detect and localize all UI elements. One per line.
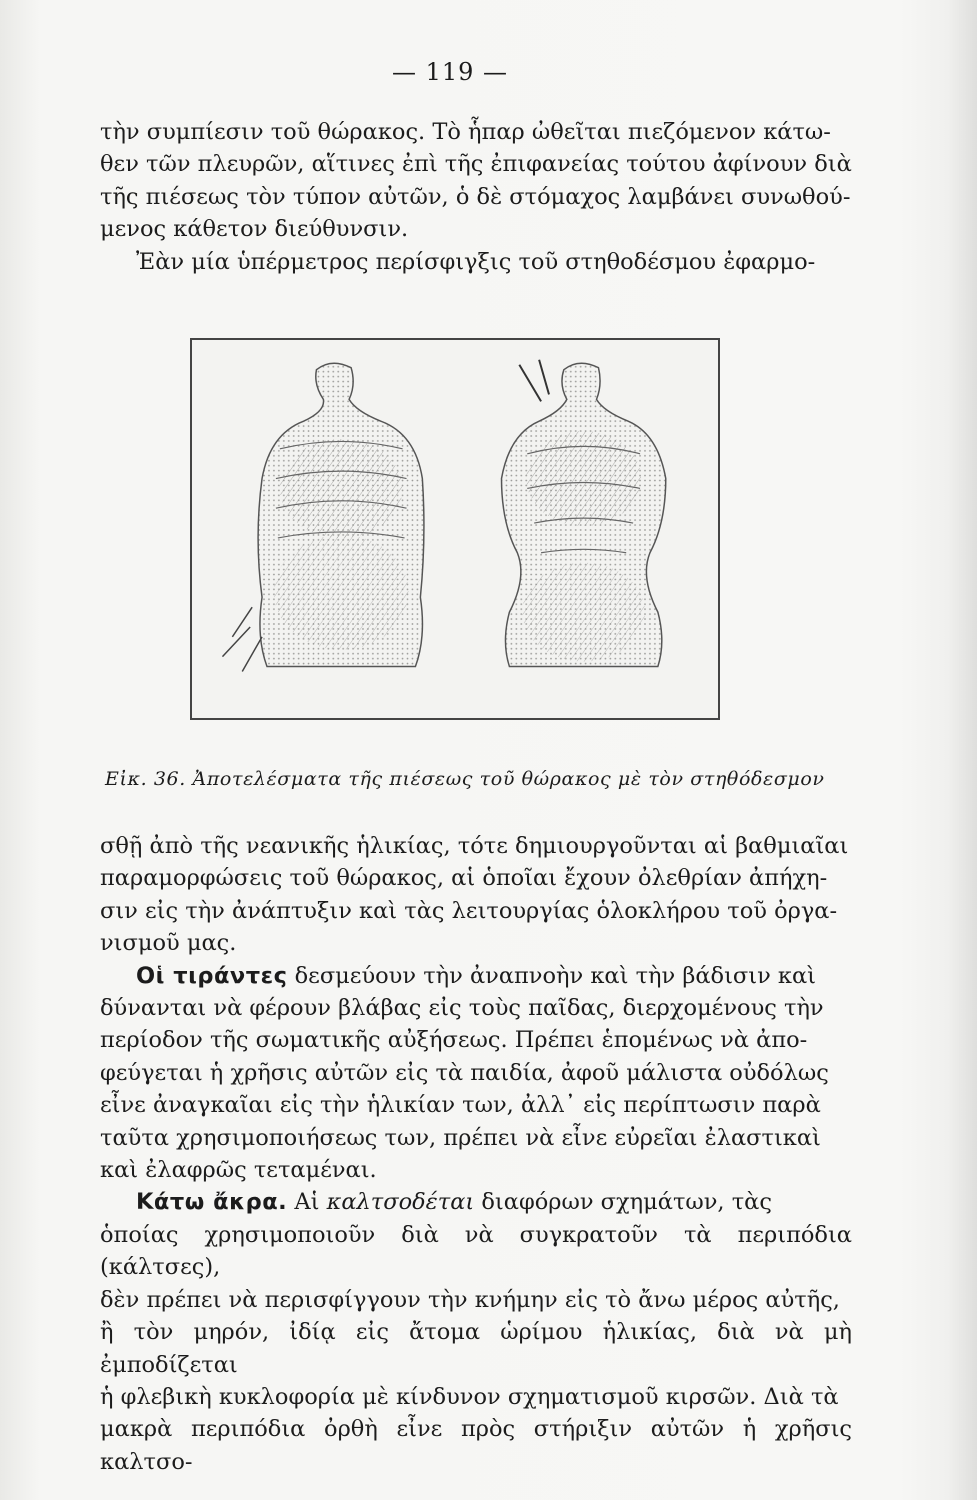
paragraph-5: [100, 1186, 852, 1478]
p5-line-1-pre: Αἱ: [287, 1189, 327, 1216]
p3-line-2: παραμορφώσεις τοῦ θώρακος, αἱ ὁποῖαι ἔχουν ὀλεθρίαν ἀπήχη-: [100, 865, 828, 892]
paragraph-2: [100, 246, 852, 278]
normal-torso: [222, 363, 423, 671]
p5-line-5: ἡ φλεβικὴ κυκλοφορία μὲ κίνδυνον σχηματισμοῦ κιρσῶν. Διὰ τὰ: [100, 1383, 839, 1410]
text-block-bottom: [100, 830, 852, 1478]
p4-lead: Οἱ τιράντες: [136, 962, 288, 989]
paragraph-4: [100, 960, 852, 1187]
p2-line-1: Ἐὰν μία ὑπέρμετρος περίσφιγξις τοῦ στηθοδέσμου ἐφαρμο-: [136, 248, 816, 275]
p3-line-4: νισμοῦ μας.: [100, 930, 237, 957]
p5-line-2: ὁποίας χρησιμοποιοῦν διὰ νὰ συγκρατοῦν τὰ περιπόδια (κάλτσες),: [100, 1221, 852, 1281]
p5-line-1-rest: διαφόρων σχημάτων, τὰς: [474, 1189, 772, 1216]
p1-line-2: θεν τῶν πλευρῶν, αἵτινες ἐπὶ τῆς ἐπιφανείας τούτου ἀφίνουν διὰ: [100, 151, 852, 178]
corseted-torso: [502, 360, 666, 667]
p1-line-3: τῆς πιέσεως τὸν τύπον αὐτῶν, ὁ δὲ στόμαχος λαμβάνει συνωθού-: [100, 183, 851, 210]
figure-caption: Εἰκ. 36. Ἀποτελέσματα τῆς πιέσεως τοῦ θώρακος μὲ τὸν στηθόδεσμον: [105, 768, 825, 790]
p4-line-1: δεσμεύουν τὴν ἀναπνοὴν καὶ τὴν βάδισιν καὶ: [287, 962, 816, 989]
p4-line-2: δύνανται νὰ φέρουν βλάβας εἰς τοὺς παῖδας, διερχομένους τὴν: [100, 995, 824, 1022]
p4-line-7: καὶ ἐλαφρῶς τεταμέναι.: [100, 1157, 377, 1184]
figure-corset-illustration: [190, 338, 720, 720]
p4-line-6: ταῦτα χρησιμοποιήσεως των, πρέπει νὰ εἶνε εὐρεῖαι ἐλαστικαὶ: [100, 1124, 821, 1151]
torso-illustration: [192, 340, 718, 718]
spine-shadow: [947, 0, 977, 1500]
p4-line-4: φεύγεται ἡ χρῆσις αὐτῶν εἰς τὰ παιδία, ἀφοῦ μάλιστα οὐδόλως: [100, 1059, 829, 1086]
p5-line-1-italic: καλτσοδέται: [326, 1189, 475, 1216]
p1-line-4: μενος κάθετον διεύθυνσιν.: [100, 216, 409, 243]
p5-line-6: μακρὰ περιπόδια ὀρθὴ εἶνε πρὸς στήριξιν αὐτῶν ἡ χρῆσις καλτσο-: [100, 1416, 852, 1475]
p4-line-3: περίοδον τῆς σωματικῆς αὐξήσεως. Πρέπει ἑπομένως νὰ ἀπο-: [100, 1027, 808, 1054]
p5-line-4: ἢ τὸν μηρόν, ἰδίᾳ εἰς ἄτομα ὡρίμου ἡλικίας, διὰ νὰ μὴ ἐμποδίζεται: [100, 1319, 852, 1378]
page-number: — 119 —: [391, 58, 509, 86]
p5-line-3: δὲν πρέπει νὰ περισφίγγουν τὴν κνήμην εἰς τὸ ἄνω μέρος αὐτῆς,: [100, 1286, 840, 1313]
text-block-top: [100, 116, 852, 278]
p3-line-3: σιν εἰς τὴν ἀνάπτυξιν καὶ τὰς λειτουργίας ὁλοκλήρου τοῦ ὀργα-: [100, 897, 838, 924]
paragraph-1: [100, 116, 852, 246]
p3-line-1: σθῇ ἀπὸ τῆς νεανικῆς ἡλικίας, τότε δημιουργοῦνται αἱ βαθμιαῖαι: [100, 833, 849, 859]
p4-line-5: εἶνε ἀναγκαῖαι εἰς τὴν ἡλικίαν των, ἀλλ᾽ εἰς περίπτωσιν παρὰ: [100, 1092, 821, 1119]
p1-line-1: τὴν συμπίεσιν τοῦ θώρακος. Τὸ ἧπαρ ὠθεῖται πιεζόμενον κάτω-: [100, 119, 831, 145]
p5-lead: Κάτω ἄκρα.: [136, 1189, 288, 1216]
paragraph-3: [100, 830, 852, 960]
